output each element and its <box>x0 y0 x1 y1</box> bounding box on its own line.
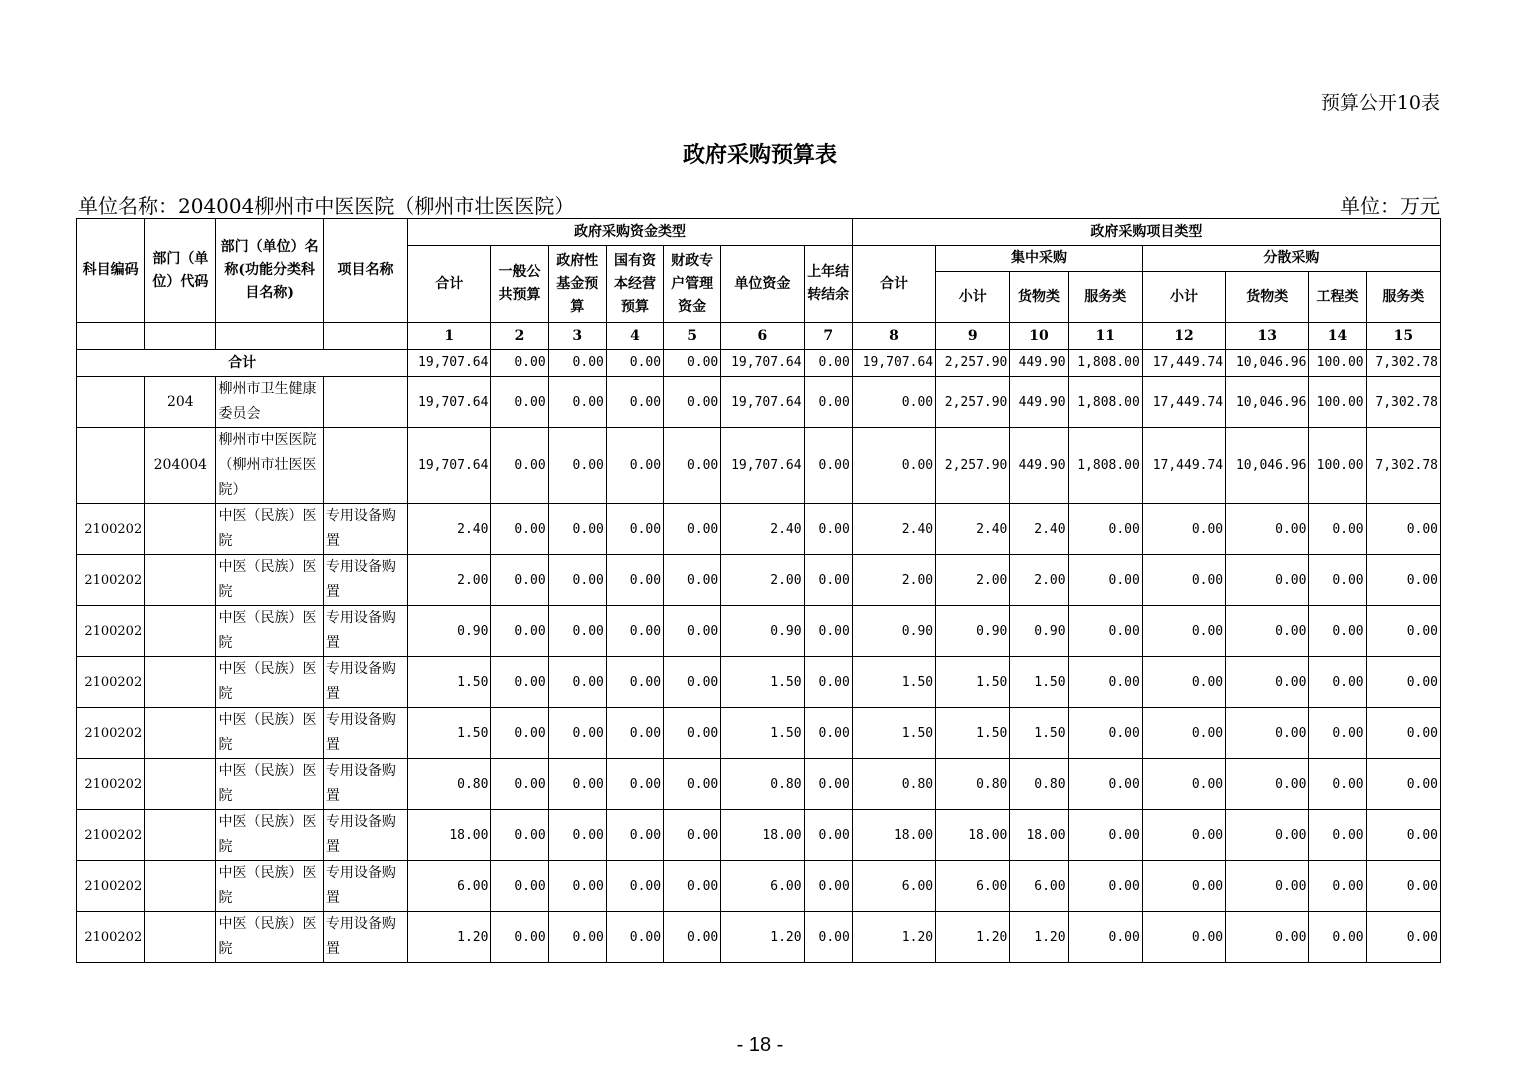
value-cell: 0.00 <box>548 555 606 606</box>
value-cell: 0.00 <box>1309 912 1366 963</box>
table-row <box>77 428 1441 504</box>
table-row <box>77 810 1441 861</box>
value-cell: 0.00 <box>606 377 663 428</box>
value-cell: 0.00 <box>1226 810 1309 861</box>
value-cell: 0.00 <box>548 657 606 708</box>
value-cell: 0.00 <box>548 759 606 810</box>
header-fiscal-special: 财政专户管理资金 <box>664 246 721 323</box>
column-number: 5 <box>664 323 721 350</box>
value-cell: 0.00 <box>606 861 663 912</box>
value-cell: 2.00 <box>936 555 1010 606</box>
value-cell: 1.50 <box>936 657 1010 708</box>
value-cell: 0.00 <box>491 428 548 504</box>
value-cell: 1.50 <box>408 657 491 708</box>
dept-code-cell <box>145 555 216 606</box>
value-cell: 0.00 <box>664 657 721 708</box>
dept-name-cell: 柳州市卫生健康委员会 <box>216 377 323 428</box>
header-subtotal2: 小计 <box>1142 272 1225 323</box>
value-cell: 18.00 <box>408 810 491 861</box>
project-name-cell: 专用设备购置 <box>323 504 407 555</box>
value-cell: 0.00 <box>852 428 935 504</box>
value-cell: 1.50 <box>721 708 804 759</box>
value-cell: 100.00 <box>1309 428 1366 504</box>
project-name-cell <box>323 428 407 504</box>
total-label: 合计 <box>77 350 408 377</box>
value-cell: 2.40 <box>936 504 1010 555</box>
value-cell: 0.00 <box>1226 555 1309 606</box>
dept-code-cell: 204004 <box>145 428 216 504</box>
value-cell: 0.00 <box>1309 810 1366 861</box>
column-number: 1 <box>408 323 491 350</box>
dept-name-cell: 中医（民族）医院 <box>216 861 323 912</box>
dept-name-cell: 中医（民族）医院 <box>216 504 323 555</box>
project-name-cell: 专用设备购置 <box>323 555 407 606</box>
dept-name-cell: 中医（民族）医院 <box>216 912 323 963</box>
total-value-cell: 100.00 <box>1309 350 1366 377</box>
value-cell: 18.00 <box>1010 810 1068 861</box>
header-general-budget: 一般公共预算 <box>491 246 548 323</box>
header-project-name: 项目名称 <box>323 219 407 323</box>
value-cell: 0.00 <box>1309 657 1366 708</box>
table-row <box>77 606 1441 657</box>
total-value-cell: 2,257.90 <box>936 350 1010 377</box>
value-cell: 0.00 <box>804 912 852 963</box>
value-cell: 0.00 <box>1068 606 1142 657</box>
value-cell: 6.00 <box>721 861 804 912</box>
value-cell: 0.00 <box>606 606 663 657</box>
subject-code-cell <box>77 377 145 428</box>
table-row <box>77 861 1441 912</box>
header-subtotal: 小计 <box>936 272 1010 323</box>
value-cell: 0.00 <box>1309 759 1366 810</box>
value-cell: 0.00 <box>804 708 852 759</box>
value-cell: 2.00 <box>721 555 804 606</box>
value-cell: 449.90 <box>1010 428 1068 504</box>
value-cell: 0.00 <box>548 606 606 657</box>
header-goods: 货物类 <box>1010 272 1068 323</box>
value-cell: 0.00 <box>1309 504 1366 555</box>
dept-name-cell: 柳州市中医医院（柳州市壮医医院） <box>216 428 323 504</box>
value-cell: 0.00 <box>606 504 663 555</box>
value-cell: 0.90 <box>721 606 804 657</box>
total-value-cell: 10,046.96 <box>1226 350 1309 377</box>
value-cell: 0.00 <box>1068 657 1142 708</box>
subject-code-cell: 2100202 <box>77 657 145 708</box>
value-cell: 0.00 <box>664 428 721 504</box>
value-cell: 449.90 <box>1010 377 1068 428</box>
column-number: 15 <box>1366 323 1440 350</box>
subject-code-cell: 2100202 <box>77 555 145 606</box>
header-gov-fund: 政府性基金预算 <box>548 246 606 323</box>
value-cell: 100.00 <box>1309 377 1366 428</box>
subject-code-cell: 2100202 <box>77 861 145 912</box>
project-name-cell: 专用设备购置 <box>323 708 407 759</box>
value-cell: 0.00 <box>1226 708 1309 759</box>
value-cell: 0.00 <box>664 504 721 555</box>
value-cell: 0.00 <box>804 810 852 861</box>
value-cell: 1.50 <box>852 708 935 759</box>
column-number-blank <box>216 323 323 350</box>
value-cell: 0.00 <box>491 861 548 912</box>
column-number: 14 <box>1309 323 1366 350</box>
value-cell: 0.00 <box>1366 555 1440 606</box>
table-row <box>77 759 1441 810</box>
value-cell: 0.80 <box>1010 759 1068 810</box>
value-cell: 0.00 <box>1366 912 1440 963</box>
value-cell: 0.00 <box>548 912 606 963</box>
value-cell: 0.00 <box>606 810 663 861</box>
value-cell: 0.00 <box>852 377 935 428</box>
value-cell: 0.00 <box>1309 861 1366 912</box>
value-cell: 0.00 <box>804 428 852 504</box>
total-value-cell: 0.00 <box>606 350 663 377</box>
project-name-cell: 专用设备购置 <box>323 759 407 810</box>
value-cell: 0.00 <box>1142 657 1225 708</box>
total-value-cell: 0.00 <box>548 350 606 377</box>
header-goods2: 货物类 <box>1226 272 1309 323</box>
page-title: 政府采购预算表 <box>682 142 837 168</box>
value-cell: 18.00 <box>852 810 935 861</box>
value-cell: 2.00 <box>1010 555 1068 606</box>
value-cell: 0.00 <box>664 759 721 810</box>
value-cell: 0.80 <box>852 759 935 810</box>
value-cell: 2.40 <box>721 504 804 555</box>
value-cell: 0.00 <box>548 428 606 504</box>
value-cell: 2.40 <box>1010 504 1068 555</box>
value-cell: 0.00 <box>606 555 663 606</box>
column-number: 12 <box>1142 323 1225 350</box>
subject-code-cell: 2100202 <box>77 810 145 861</box>
value-cell: 1.20 <box>1010 912 1068 963</box>
total-value-cell: 1,808.00 <box>1068 350 1142 377</box>
value-cell: 19,707.64 <box>408 428 491 504</box>
header-dept-name: 部门（单位）名称(功能分类科目名称) <box>216 219 323 323</box>
column-number: 3 <box>548 323 606 350</box>
dept-code-cell <box>145 657 216 708</box>
total-value-cell: 19,707.64 <box>721 350 804 377</box>
value-cell: 1.50 <box>721 657 804 708</box>
dept-code-cell <box>145 912 216 963</box>
value-cell: 19,707.64 <box>721 377 804 428</box>
value-cell: 0.00 <box>1366 861 1440 912</box>
value-cell: 0.00 <box>1366 657 1440 708</box>
value-cell: 0.90 <box>408 606 491 657</box>
value-cell: 18.00 <box>936 810 1010 861</box>
value-cell: 0.00 <box>664 708 721 759</box>
dept-name-cell: 中医（民族）医院 <box>216 759 323 810</box>
column-number: 8 <box>852 323 935 350</box>
value-cell: 0.80 <box>936 759 1010 810</box>
value-cell: 0.00 <box>491 377 548 428</box>
value-cell: 0.00 <box>491 657 548 708</box>
unit-name: 单位名称：204004柳州市中医医院（柳州市壮医医院） <box>78 194 575 218</box>
column-number-blank <box>145 323 216 350</box>
value-cell: 0.00 <box>1366 810 1440 861</box>
value-cell: 0.00 <box>548 504 606 555</box>
value-cell: 0.00 <box>548 377 606 428</box>
value-cell: 0.00 <box>1068 708 1142 759</box>
total-value-cell: 19,707.64 <box>852 350 935 377</box>
value-cell: 0.00 <box>664 606 721 657</box>
value-cell: 1,808.00 <box>1068 377 1142 428</box>
subject-code-cell: 2100202 <box>77 759 145 810</box>
dept-name-cell: 中医（民族）医院 <box>216 810 323 861</box>
value-cell: 0.90 <box>1010 606 1068 657</box>
value-cell: 0.00 <box>1142 759 1225 810</box>
value-cell: 0.00 <box>804 759 852 810</box>
column-number-blank <box>323 323 407 350</box>
value-cell: 0.00 <box>491 504 548 555</box>
project-name-cell: 专用设备购置 <box>323 861 407 912</box>
value-cell: 0.00 <box>664 810 721 861</box>
total-value-cell: 449.90 <box>1010 350 1068 377</box>
value-cell: 0.00 <box>1142 810 1225 861</box>
column-number: 7 <box>804 323 852 350</box>
value-cell: 0.00 <box>548 810 606 861</box>
value-cell: 1.20 <box>852 912 935 963</box>
subject-code-cell: 2100202 <box>77 606 145 657</box>
value-cell: 2,257.90 <box>936 377 1010 428</box>
value-cell: 0.00 <box>1068 912 1142 963</box>
value-cell: 1,808.00 <box>1068 428 1142 504</box>
currency-unit: 单位：万元 <box>1340 194 1440 218</box>
value-cell: 0.00 <box>1366 504 1440 555</box>
column-number-row <box>77 323 1441 350</box>
value-cell: 0.00 <box>804 861 852 912</box>
value-cell: 1.20 <box>936 912 1010 963</box>
value-cell: 6.00 <box>1010 861 1068 912</box>
value-cell: 0.00 <box>804 606 852 657</box>
value-cell: 17,449.74 <box>1142 428 1225 504</box>
table-row <box>77 912 1441 963</box>
table-row <box>77 708 1441 759</box>
project-name-cell: 专用设备购置 <box>323 657 407 708</box>
value-cell: 0.00 <box>1142 504 1225 555</box>
value-cell: 0.00 <box>664 377 721 428</box>
value-cell: 1.20 <box>408 912 491 963</box>
dept-code-cell: 204 <box>145 377 216 428</box>
column-number: 11 <box>1068 323 1142 350</box>
value-cell: 0.00 <box>1142 555 1225 606</box>
value-cell: 0.00 <box>1366 708 1440 759</box>
header-dept-code: 部门（单位）代码 <box>145 219 216 323</box>
value-cell: 0.00 <box>1068 555 1142 606</box>
dept-code-cell <box>145 810 216 861</box>
dept-name-cell: 中医（民族）医院 <box>216 555 323 606</box>
dept-code-cell <box>145 708 216 759</box>
header-unit-fund: 单位资金 <box>721 246 804 323</box>
value-cell: 2,257.90 <box>936 428 1010 504</box>
total-row <box>77 350 1441 377</box>
value-cell: 0.00 <box>491 708 548 759</box>
value-cell: 0.00 <box>1142 912 1225 963</box>
table-row <box>77 555 1441 606</box>
value-cell: 0.00 <box>1226 912 1309 963</box>
table-row <box>77 377 1441 428</box>
value-cell: 1.50 <box>936 708 1010 759</box>
value-cell: 2.00 <box>408 555 491 606</box>
value-cell: 0.00 <box>664 555 721 606</box>
header-engineering: 工程类 <box>1309 272 1366 323</box>
value-cell: 1.50 <box>1010 708 1068 759</box>
header-carryover: 上年结转结余 <box>804 246 852 323</box>
value-cell: 19,707.64 <box>408 377 491 428</box>
value-cell: 2.40 <box>408 504 491 555</box>
form-number: 预算公开10表 <box>1320 92 1440 114</box>
dept-code-cell <box>145 861 216 912</box>
value-cell: 0.80 <box>408 759 491 810</box>
value-cell: 0.00 <box>664 912 721 963</box>
value-cell: 19,707.64 <box>721 428 804 504</box>
value-cell: 0.00 <box>804 657 852 708</box>
total-value-cell: 0.00 <box>491 350 548 377</box>
total-value-cell: 0.00 <box>664 350 721 377</box>
value-cell: 0.00 <box>664 861 721 912</box>
column-number: 2 <box>491 323 548 350</box>
subject-code-cell <box>77 428 145 504</box>
value-cell: 0.00 <box>1226 759 1309 810</box>
value-cell: 1.50 <box>408 708 491 759</box>
value-cell: 0.00 <box>548 708 606 759</box>
project-name-cell: 专用设备购置 <box>323 606 407 657</box>
dept-name-cell: 中医（民族）医院 <box>216 657 323 708</box>
value-cell: 0.90 <box>852 606 935 657</box>
header-state-capital: 国有资本经营预算 <box>606 246 663 323</box>
header-fund-type: 政府采购资金类型 <box>408 219 853 246</box>
value-cell: 0.00 <box>548 861 606 912</box>
value-cell: 1.50 <box>1010 657 1068 708</box>
column-number: 4 <box>606 323 663 350</box>
value-cell: 0.00 <box>491 555 548 606</box>
header-project-type: 政府采购项目类型 <box>852 219 1440 246</box>
value-cell: 0.00 <box>491 810 548 861</box>
column-number: 6 <box>721 323 804 350</box>
total-value-cell: 17,449.74 <box>1142 350 1225 377</box>
value-cell: 10,046.96 <box>1226 377 1309 428</box>
value-cell: 7,302.78 <box>1366 377 1440 428</box>
value-cell: 0.00 <box>1068 861 1142 912</box>
value-cell: 0.90 <box>936 606 1010 657</box>
header-total2: 合计 <box>852 246 935 323</box>
total-value-cell: 19,707.64 <box>408 350 491 377</box>
header-centralized: 集中采购 <box>936 246 1143 272</box>
value-cell: 7,302.78 <box>1366 428 1440 504</box>
value-cell: 1.50 <box>852 657 935 708</box>
value-cell: 10,046.96 <box>1226 428 1309 504</box>
value-cell: 6.00 <box>408 861 491 912</box>
dept-name-cell: 中医（民族）医院 <box>216 606 323 657</box>
value-cell: 0.00 <box>1309 555 1366 606</box>
value-cell: 0.00 <box>491 912 548 963</box>
value-cell: 0.00 <box>1366 606 1440 657</box>
table-row <box>77 504 1441 555</box>
column-number: 9 <box>936 323 1010 350</box>
header-total: 合计 <box>408 246 491 323</box>
value-cell: 0.00 <box>1142 606 1225 657</box>
value-cell: 0.00 <box>491 759 548 810</box>
dept-code-cell <box>145 504 216 555</box>
value-cell: 6.00 <box>852 861 935 912</box>
value-cell: 0.00 <box>606 428 663 504</box>
value-cell: 0.00 <box>1226 606 1309 657</box>
value-cell: 2.40 <box>852 504 935 555</box>
column-number: 13 <box>1226 323 1309 350</box>
dept-code-cell <box>145 759 216 810</box>
value-cell: 0.00 <box>606 657 663 708</box>
value-cell: 17,449.74 <box>1142 377 1225 428</box>
value-cell: 0.00 <box>1226 504 1309 555</box>
total-value-cell: 7,302.78 <box>1366 350 1440 377</box>
subject-code-cell: 2100202 <box>77 504 145 555</box>
value-cell: 0.00 <box>606 912 663 963</box>
value-cell: 0.00 <box>1226 861 1309 912</box>
value-cell: 0.00 <box>1142 708 1225 759</box>
value-cell: 0.80 <box>721 759 804 810</box>
value-cell: 6.00 <box>936 861 1010 912</box>
value-cell: 0.00 <box>1226 657 1309 708</box>
header-services2: 服务类 <box>1366 272 1440 323</box>
value-cell: 18.00 <box>721 810 804 861</box>
total-value-cell: 0.00 <box>804 350 852 377</box>
page-number: - 18 - <box>736 1034 784 1056</box>
table-row <box>77 657 1441 708</box>
header-decentralized: 分散采购 <box>1142 246 1440 272</box>
value-cell: 0.00 <box>1068 810 1142 861</box>
subject-code-cell: 2100202 <box>77 708 145 759</box>
value-cell: 0.00 <box>804 504 852 555</box>
value-cell: 0.00 <box>1068 759 1142 810</box>
value-cell: 0.00 <box>804 377 852 428</box>
value-cell: 0.00 <box>606 759 663 810</box>
value-cell: 0.00 <box>1309 708 1366 759</box>
value-cell: 0.00 <box>804 555 852 606</box>
dept-code-cell <box>145 606 216 657</box>
value-cell: 0.00 <box>491 606 548 657</box>
header-services: 服务类 <box>1068 272 1142 323</box>
value-cell: 0.00 <box>1366 759 1440 810</box>
column-number: 10 <box>1010 323 1068 350</box>
project-name-cell: 专用设备购置 <box>323 912 407 963</box>
subject-code-cell: 2100202 <box>77 912 145 963</box>
value-cell: 2.00 <box>852 555 935 606</box>
project-name-cell: 专用设备购置 <box>323 810 407 861</box>
value-cell: 0.00 <box>1142 861 1225 912</box>
project-name-cell <box>323 377 407 428</box>
header-subject-code: 科目编码 <box>77 219 145 323</box>
column-number-blank <box>77 323 145 350</box>
value-cell: 0.00 <box>1309 606 1366 657</box>
value-cell: 1.20 <box>721 912 804 963</box>
procurement-budget-table <box>76 218 1441 963</box>
dept-name-cell: 中医（民族）医院 <box>216 708 323 759</box>
value-cell: 0.00 <box>1068 504 1142 555</box>
value-cell: 0.00 <box>606 708 663 759</box>
